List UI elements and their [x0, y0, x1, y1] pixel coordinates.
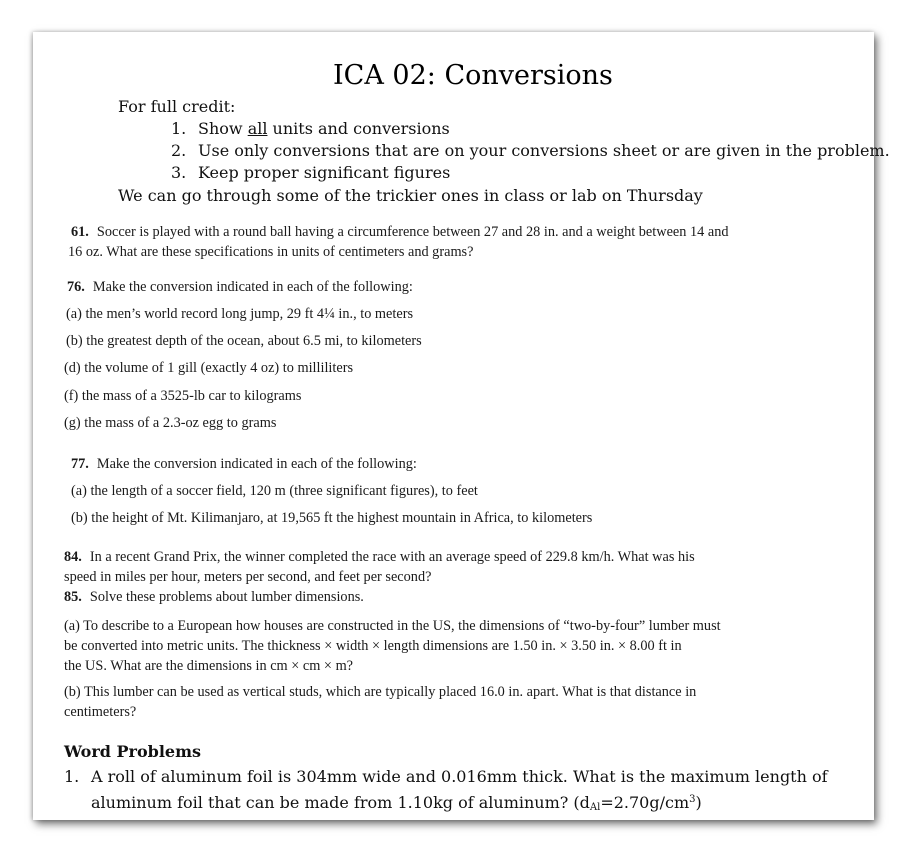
- instruction-item-2: [171, 141, 890, 160]
- problem-76-part-b: (b) the greatest depth of the ocean, about 6.5 mi, to kilometers: [66, 333, 422, 349]
- instruction-text: Use only conversions that are on your conversions sheet or are given in the problem.: [198, 141, 890, 160]
- problem-text: (a) To describe to a European how houses are constructed in the US, the dimensions of “two-by-four” lumber must: [64, 618, 721, 634]
- problem-61: [68, 222, 729, 262]
- instruction-text-post: units and conversions: [267, 119, 450, 138]
- problem-85: [64, 589, 364, 606]
- problem-text: Soccer is played with a round ball having a circumference between 27 and 28 in. and a weight between 14 and: [96, 224, 729, 240]
- problem-77: [71, 456, 417, 473]
- text-part: ): [695, 793, 702, 812]
- problem-number: 76.: [67, 279, 85, 295]
- text-part: =2.70g/cm: [600, 793, 690, 812]
- unit-superscript: 3: [689, 794, 696, 805]
- problem-text: be converted into metric units. The thickness × width × length dimensions are 1.50 in. × 3.50 in. × 8.00 ft in: [64, 638, 682, 654]
- word-problems-heading: Word Problems: [64, 742, 202, 761]
- problem-77-part-a: (a) the length of a soccer field, 120 m (three significant figures), to feet: [71, 483, 478, 499]
- word-problem-number: 1.: [64, 767, 80, 786]
- problem-text: speed in miles per hour, meters per second, and feet per second?: [64, 569, 432, 585]
- instruction-number: 1.: [171, 119, 187, 138]
- problem-77-part-b: (b) the height of Mt. Kilimanjaro, at 19,565 ft the highest mountain in Africa, to kilometers: [71, 510, 593, 526]
- word-problem-1: [64, 765, 828, 819]
- instruction-emphasis: all: [247, 119, 268, 138]
- page-title: ICA 02: Conversions: [333, 60, 613, 91]
- problem-text: In a recent Grand Prix, the winner completed the race with an average speed of 229.8 km/h. What was his: [89, 549, 695, 565]
- problem-76: [67, 279, 413, 296]
- problem-76-part-g: (g) the mass of a 2.3-oz egg to grams: [64, 415, 277, 431]
- problem-76-part-d: (d) the volume of 1 gill (exactly 4 oz) to milliliters: [64, 360, 354, 376]
- problem-intro: Solve these problems about lumber dimensions.: [89, 589, 364, 605]
- problem-intro: Make the conversion indicated in each of the following:: [92, 279, 413, 295]
- text-part: aluminum foil that can be made from 1.10kg of aluminum? (d: [91, 793, 590, 812]
- instruction-text-pre: Show: [198, 119, 248, 138]
- problem-text: (b) This lumber can be used as vertical studs, which are typically placed 16.0 in. apart. What is that distance in: [64, 684, 697, 700]
- problem-number: 61.: [71, 224, 89, 240]
- instructions-intro: For full credit:: [118, 97, 236, 116]
- instruction-number: 2.: [171, 141, 187, 160]
- instruction-item-3: [171, 163, 450, 182]
- problem-85-part-b: [64, 682, 696, 722]
- instruction-text: Keep proper significant figures: [198, 163, 451, 182]
- word-problem-text: A roll of aluminum foil is 304mm wide and 0.016mm thick. What is the maximum length of: [91, 767, 828, 786]
- problem-number: 85.: [64, 589, 82, 605]
- problem-text: the US. What are the dimensions in cm × cm × m?: [64, 658, 354, 674]
- density-subscript: Al: [589, 802, 601, 813]
- word-problem-text: [91, 788, 828, 819]
- instruction-item-1: [171, 119, 450, 138]
- problem-76-part-f: (f) the mass of a 3525-lb car to kilograms: [64, 388, 302, 404]
- instruction-number: 3.: [171, 163, 187, 182]
- problem-number: 77.: [71, 456, 89, 472]
- problem-text: centimeters?: [64, 704, 137, 720]
- problem-76-part-a: (a) the men’s world record long jump, 29 ft 4¼ in., to meters: [66, 306, 414, 322]
- problem-84: [64, 547, 695, 587]
- problem-text: 16 oz. What are these specifications in units of centimeters and grams?: [68, 244, 474, 260]
- problem-intro: Make the conversion indicated in each of the following:: [96, 456, 417, 472]
- document-page: [33, 32, 890, 820]
- problem-85-part-a: [64, 616, 721, 676]
- instructions-closing: We can go through some of the trickier ones in class or lab on Thursday: [118, 186, 703, 205]
- problem-number: 84.: [64, 549, 82, 565]
